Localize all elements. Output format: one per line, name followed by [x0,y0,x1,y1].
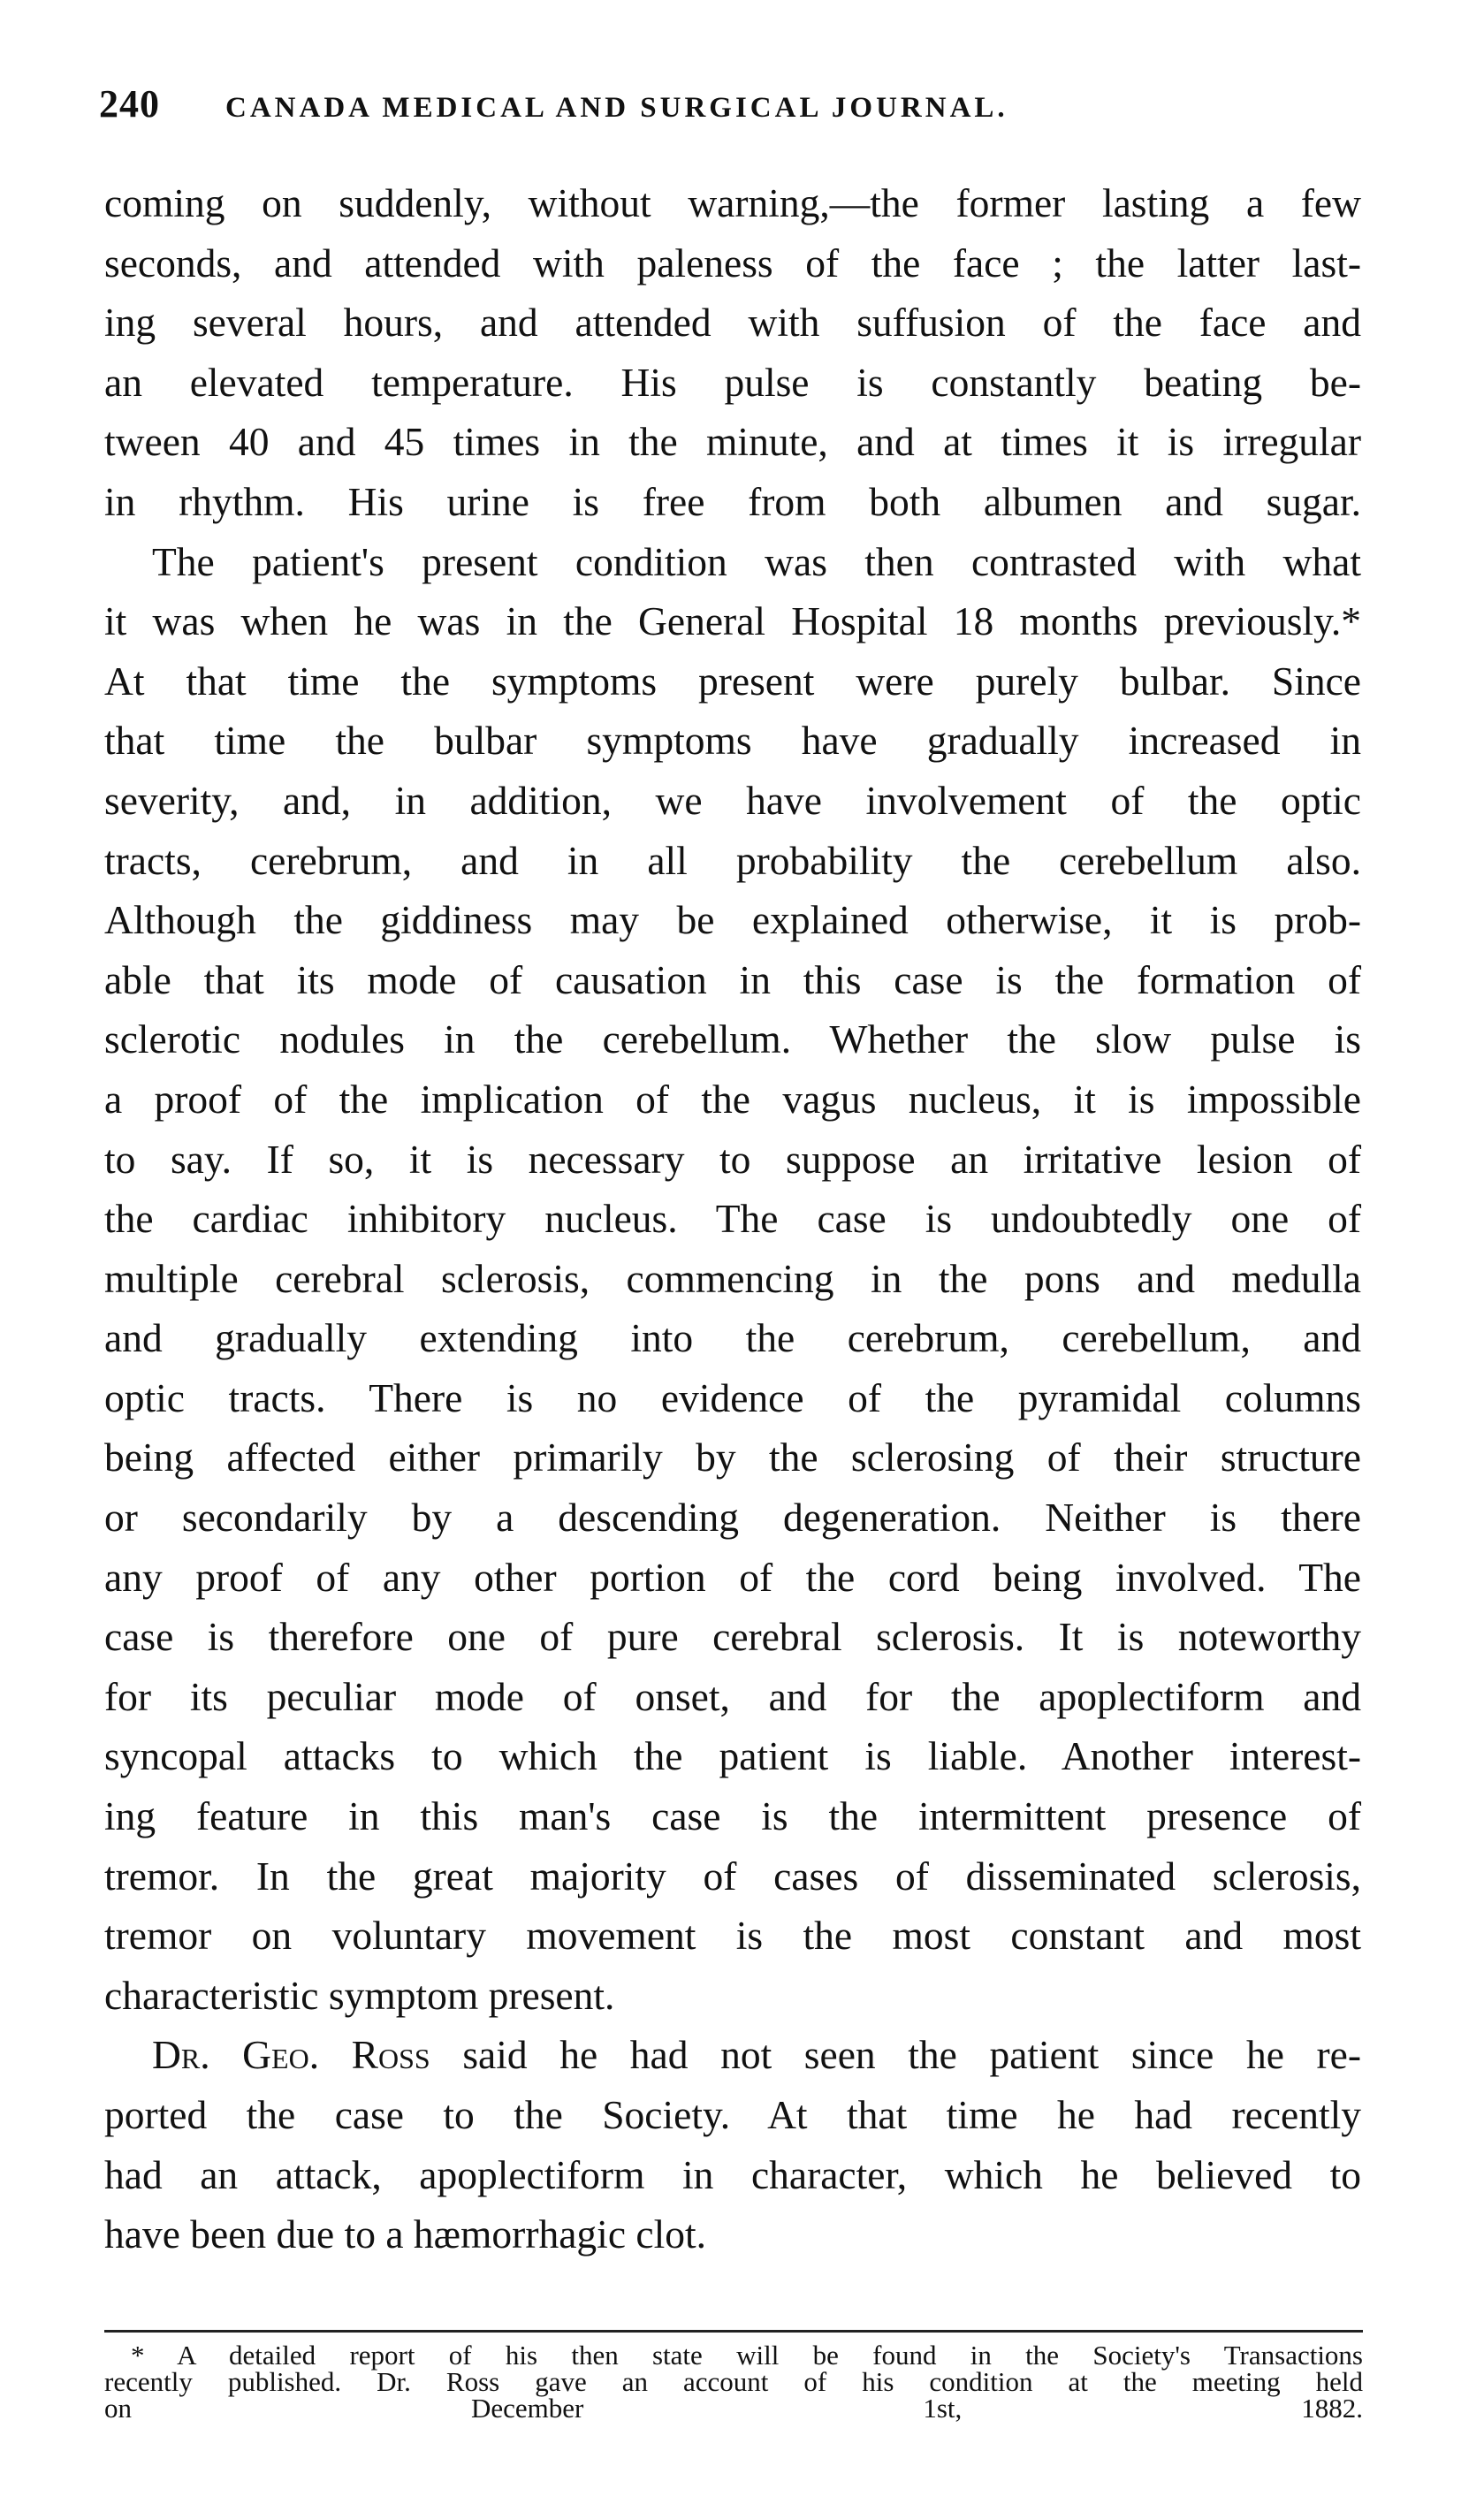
text-line: ing several hours, and attended with suffusion of the face and [104,300,1361,346]
text-line: severity, and, in addition, we have involvement of the optic [104,777,1361,823]
text-line: tremor. In the great majority of cases of disseminated sclerosis, [104,1853,1361,1899]
text-line: that time the bulbar symptoms have gradually increased in [104,718,1361,764]
text-line: sclerotic nodules in the cerebellum. Whether the slow pulse is [104,1016,1361,1062]
speaker-line-text: said he had not seen the patient since he re- [430,2032,1361,2078]
footnote-line: * A detailed report of his then state will be found in the Society's Transactions [131,2340,1363,2371]
paragraph-2 [104,532,1361,2026]
text-line: characteristic symptom present. [104,1972,615,2018]
text-line: At that time the symptoms present were purely bulbar. Since [104,658,1361,704]
running-head [99,81,1363,134]
article-body [104,173,1361,2264]
text-line: an elevated temperature. His pulse is constantly beating be- [104,359,1361,405]
paragraph-3 [104,2025,1361,2264]
speaker-name: Dr. Geo. Ross [152,2032,430,2078]
text-line: Although the giddiness may be explained otherwise, it is prob- [104,897,1361,943]
footnote-line: recently published. Dr. Ross gave an account of his condition at the meeting held [104,2366,1363,2397]
footnote [104,2342,1363,2422]
text-line: and gradually extending into the cerebrum, cerebellum, and [104,1315,1361,1361]
page-number: 240 [99,82,160,126]
text-line: a proof of the implication of the vagus nucleus, it is impossible [104,1076,1361,1122]
text-line: had an attack, apoplectiform in character, which he believed to [104,2151,1361,2197]
text-line: to say. If so, it is necessary to suppose an irritative lesion of [104,1136,1361,1182]
text-line: for its peculiar mode of onset, and for the apoplectiform and [104,1673,1361,1719]
text-line: tremor on voluntary movement is the most constant and most [104,1913,1361,1959]
text-line: The patient's present condition was then contrasted with what [152,538,1361,584]
text-line: tracts, cerebrum, and in all probability the cerebellum also. [104,837,1361,883]
text-line: the cardiac inhibitory nucleus. The case is undoubtedly one of [104,1196,1361,1242]
footnote-divider [104,2330,1363,2333]
text-line: being affected either primarily by the sclerosing of their structure [104,1435,1361,1480]
text-line: it was when he was in the General Hospital 18 months previously.* [104,598,1361,644]
text-line: multiple cerebral sclerosis, commencing in the pons and medulla [104,1255,1361,1301]
text-line: ported the case to the Society. At that time he had recently [104,2092,1361,2137]
footnote-line: on December 1st, 1882. [104,2393,1363,2424]
text-line: syncopal attacks to which the patient is liable. Another interest- [104,1733,1361,1779]
text-line: or secondarily by a descending degeneration. Neither is there [104,1495,1361,1541]
text-line: ing feature in this man's case is the intermittent presence of [104,1793,1361,1839]
text-line: have been due to a hæmorrhagic clot. [104,2211,706,2257]
text-line: case is therefore one of pure cerebral sclerosis. It is noteworthy [104,1614,1361,1660]
text-line: optic tracts. There is no evidence of the pyramidal columns [104,1374,1361,1420]
text-line: tween 40 and 45 times in the minute, and at times it is irregular [104,419,1361,465]
text-line: able that its mode of causation in this case is the formation of [104,956,1361,1002]
paragraph-1 [104,173,1361,532]
text-line: coming on suddenly, without warning,—the former lasting a few [104,180,1361,225]
text-line [104,2025,1361,2085]
text-line: any proof of any other portion of the cord being involved. The [104,1554,1361,1600]
journal-title: CANADA MEDICAL AND SURGICAL JOURNAL. [225,92,1008,124]
text-line: in rhythm. His urine is free from both albumen and sugar. [104,478,1361,524]
text-line: seconds, and attended with paleness of the face ; the latter last- [104,240,1361,285]
